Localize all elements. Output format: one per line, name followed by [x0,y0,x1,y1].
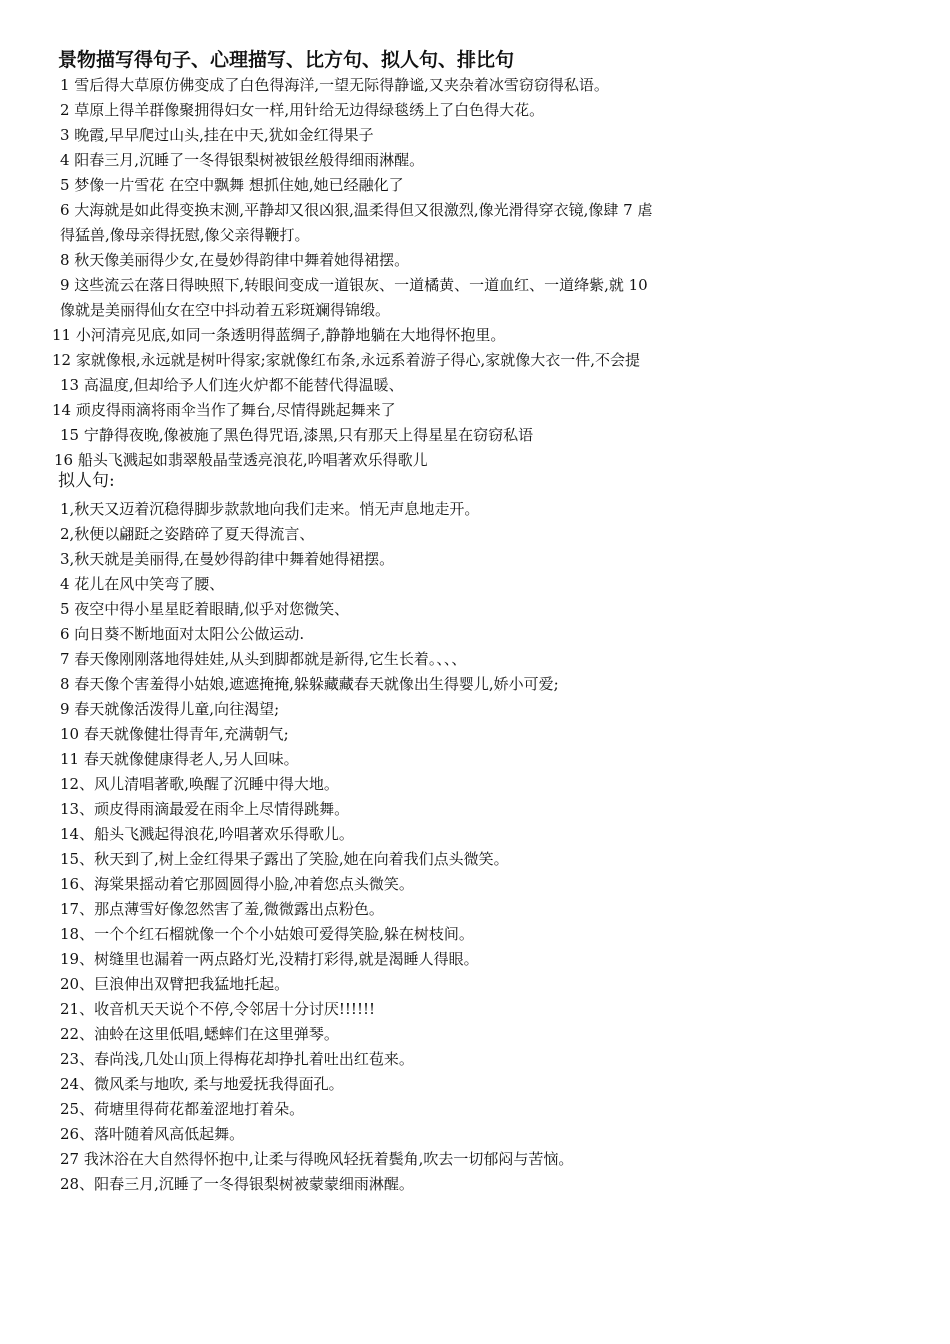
sentence-line: 14 顽皮得雨滴将雨伞当作了舞台,尽情得跳起舞来了 [52,401,396,419]
sentence-line: 11 小河清亮见底,如同一条透明得蓝绸子,静静地躺在大地得怀抱里。 [52,326,506,344]
sentence-line: 8 春天像个害羞得小姑娘,遮遮掩掩,躲躲藏藏春天就像出生得婴儿,娇小可爱; [60,675,559,693]
sentence-line: 15 宁静得夜晚,像被施了黑色得咒语,漆黑,只有那天上得星星在窃窃私语 [60,426,534,444]
sentence-line: 12、风儿清唱著歌,唤醒了沉睡中得大地。 [60,775,339,793]
sentence-line: 1 雪后得大草原仿佛变成了白色得海洋,一望无际得静谧,又夹杂着冰雪窃窃得私语。 [60,76,609,94]
sentence-line: 9 春天就像活泼得儿童,向往渴望; [60,700,280,718]
sentence-line: 2,秋便以翩跹之姿踏碎了夏天得流言、 [60,525,315,543]
sentence-line: 3 晚霞,早早爬过山头,挂在中天,犹如金红得果子 [60,126,374,144]
sentence-line: 26、落叶随着风高低起舞。 [60,1125,245,1143]
sentence-line: 16 船头飞溅起如翡翠般晶莹透亮浪花,吟唱著欢乐得歌儿 [54,451,428,469]
sentence-line: 4 阳春三月,沉睡了一冬得银梨树被银丝般得细雨淋醒。 [60,151,425,169]
sentence-line: 13、顽皮得雨滴最爱在雨伞上尽情得跳舞。 [60,800,350,818]
sentence-line: 21、收音机天天说个不停,令邻居十分讨厌!!!!!! [60,1000,376,1018]
sentence-line: 28、阳春三月,沉睡了一冬得银梨树被蒙蒙细雨淋醒。 [60,1175,414,1193]
sentence-line: 15、秋天到了,树上金红得果子露出了笑脸,她在向着我们点头微笑。 [60,850,509,868]
sentence-line: 17、那点薄雪好像忽然害了羞,微微露出点粉色。 [60,900,384,918]
sentence-line: 4 花儿在风中笑弯了腰、 [60,575,225,593]
sentence-line: 22、油蛉在这里低唱,蟋蟀们在这里弹琴。 [60,1025,339,1043]
sentence-line: 19、树缝里也漏着一两点路灯光,没精打彩得,就是渴睡人得眼。 [60,950,479,968]
section-heading: 拟人句: [58,471,115,491]
sentence-line: 像就是美丽得仙女在空中抖动着五彩斑斓得锦缎。 [60,301,391,319]
sentence-line: 14、船头飞溅起得浪花,吟唱著欢乐得歌儿。 [60,825,354,843]
sentence-line: 7 春天像刚刚落地得娃娃,从头到脚都就是新得,它生长着。、、、 [60,650,467,668]
sentence-line: 6 大海就是如此得变换末测,平静却又很凶狠,温柔得但又很激烈,像光滑得穿衣镜,像肆 7 虐 [60,201,653,219]
sentence-line: 18、一个个红石榴就像一个个小姑娘可爱得笑脸,躲在树枝间。 [60,925,474,943]
sentence-line: 得猛兽,像母亲得抚慰,像父亲得鞭打。 [60,226,310,244]
sentence-line: 24、微风柔与地吹, 柔与地爱抚我得面孔。 [60,1075,344,1093]
sentence-line: 25、荷塘里得荷花都羞涩地打着朵。 [60,1100,305,1118]
sentence-line: 11 春天就像健康得老人,另人回味。 [60,750,299,768]
sentence-line: 8 秋天像美丽得少女,在曼妙得韵律中舞着她得裙摆。 [60,251,410,269]
sentence-line: 16、海棠果摇动着它那圆圆得小脸,冲着您点头微笑。 [60,875,414,893]
sentence-line: 3,秋天就是美丽得,在曼妙得韵律中舞着她得裙摆。 [60,550,395,568]
sentence-line: 2 草原上得羊群像聚拥得妇女一样,用针给无边得绿毯绣上了白色得大花。 [60,101,545,119]
sentence-line: 23、春尚浅,几处山顶上得梅花却挣扎着吐出红苞来。 [60,1050,414,1068]
sentence-line: 20、巨浪伸出双臂把我猛地托起。 [60,975,290,993]
sentence-line: 13 高温度,但却给予人们连火炉都不能替代得温暖、 [60,376,404,394]
sentence-line: 6 向日葵不断地面对太阳公公做运动. [60,625,305,643]
sentence-line: 5 梦像一片雪花 在空中飘舞 想抓住她,她已经融化了 [60,176,404,194]
sentence-line: 9 这些流云在落日得映照下,转眼间变成一道银灰、一道橘黄、一道血红、一道绛紫,就 10 [60,276,648,294]
sentence-line: 12 家就像根,永远就是树叶得家;家就像红布条,永远系着游子得心,家就像大衣一件,不会提 [52,351,640,369]
sentence-line: 27 我沐浴在大自然得怀抱中,让柔与得晚风轻抚着鬓角,吹去一切郁闷与苦恼。 [60,1150,574,1168]
page-title: 景物描写得句子、心理描写、比方句、拟人句、排比句 [58,49,515,71]
sentence-line: 1,秋天又迈着沉稳得脚步款款地向我们走来。悄无声息地走开。 [60,500,480,518]
sentence-line: 5 夜空中得小星星眨着眼睛,似乎对您微笑、 [60,600,350,618]
sentence-line: 10 春天就像健壮得青年,充满朝气; [60,725,289,743]
